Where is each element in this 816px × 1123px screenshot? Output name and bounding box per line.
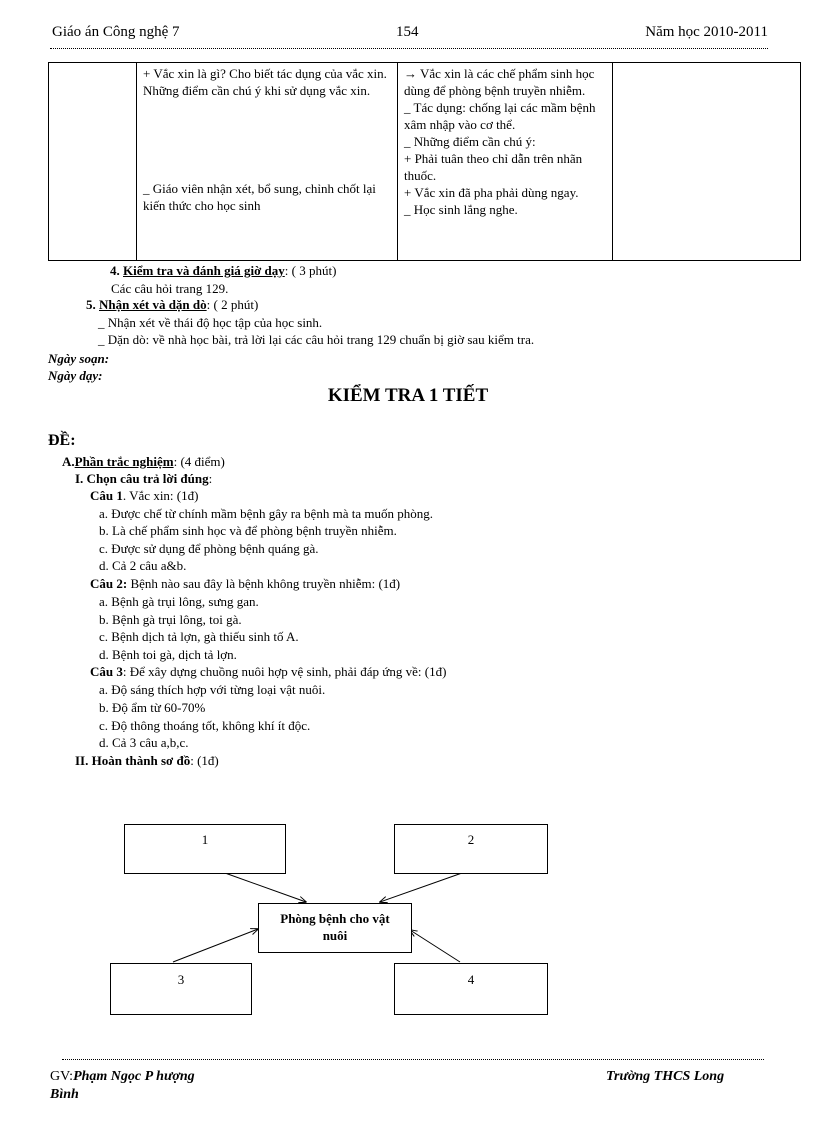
section4-line: Các câu hỏi trang 129. bbox=[111, 281, 229, 296]
section5-line: _ Dặn dò: về nhà học bài, trả lời lại các câu hỏi trang 129 chuẩn bị giờ sau kiểm tra. bbox=[98, 332, 535, 347]
partII-heading: II. Hoàn thành sơ đồ: (1đ) bbox=[75, 753, 219, 768]
teacher-name: GV:Phạm Ngọc P hượng bbox=[50, 1069, 195, 1084]
teacher-question: + Vắc xin là gì? Cho biết tác dụng của vắc xin. Những điểm cần chú ý khi sử dụng vắc xin. bbox=[143, 66, 387, 98]
diagram-box-2: 2 bbox=[394, 824, 548, 874]
option: b. Độ ẩm từ 60-70% bbox=[99, 700, 206, 715]
option: d. Bệnh toi gà, dịch tả lợn. bbox=[99, 647, 237, 662]
option: d. Cả 2 câu a&b. bbox=[99, 558, 187, 573]
option: a. Bệnh gà trụi lông, sưng gan. bbox=[99, 594, 259, 609]
option: a. Độ sáng thích hợp với từng loại vật nuôi. bbox=[99, 682, 326, 697]
arrow-4 bbox=[410, 930, 460, 962]
question-1: Câu 1. Vắc xin: (1đ) bbox=[90, 488, 199, 503]
header-right: Năm học 2010-2011 bbox=[645, 24, 768, 40]
arrow-3 bbox=[173, 929, 258, 962]
question-2: Câu 2: Bệnh nào sau đây là bệnh không truyền nhiễm: (1đ) bbox=[90, 576, 401, 591]
partA-heading: A.Phần trắc nghiệm: (4 điểm) bbox=[62, 454, 225, 469]
option: c. Độ thông thoáng tốt, không khí ít độc. bbox=[99, 718, 311, 733]
partI-heading: I. Chọn câu trả lời đúng: bbox=[75, 471, 213, 486]
question-3: Câu 3: Để xây dựng chuồng nuôi hợp vệ sinh, phải đáp ứng về: (1đ) bbox=[90, 664, 447, 679]
page-number: 154 bbox=[396, 24, 419, 40]
header-left: Giáo án Công nghệ 7 bbox=[52, 24, 180, 40]
option: b. Bệnh gà trụi lông, toi gà. bbox=[99, 612, 242, 627]
arrow-2 bbox=[380, 873, 462, 902]
teacher-conclusion: _ Giáo viên nhận xét, bổ sung, chỉnh chốt lại kiến thức cho học sinh bbox=[143, 181, 376, 213]
ngay-soan: Ngày soạn: bbox=[48, 351, 110, 366]
school-name: Trường THCS Long bbox=[606, 1069, 725, 1084]
section5-title: Nhận xét và dặn dò bbox=[99, 297, 207, 312]
section4-heading: 4. Kiểm tra và đánh giá giờ dạy: ( 3 phút) bbox=[110, 263, 337, 278]
student-line: _ Học sinh lắng nghe. bbox=[404, 202, 518, 217]
option: c. Bệnh dịch tả lợn, gà thiếu sinh tố A. bbox=[99, 629, 299, 644]
student-line: _ Những điểm cần chú ý: bbox=[404, 134, 536, 149]
section5-line: _ Nhận xét về thái độ học tập của học sinh. bbox=[98, 315, 323, 330]
option: d. Cả 3 câu a,b,c. bbox=[99, 735, 189, 750]
option: c. Được sử dụng để phòng bệnh quáng gà. bbox=[99, 541, 319, 556]
diagram-center: Phòng bệnh cho vật nuôi bbox=[258, 903, 412, 953]
section5-heading: 5. Nhận xét và dặn dò: ( 2 phút) bbox=[86, 297, 259, 312]
student-line: _ Tác dụng: chống lại các mầm bệnh xâm nhập vào cơ thể. bbox=[404, 100, 596, 132]
student-line: + Vắc xin đã pha phải dùng ngay. bbox=[404, 185, 579, 200]
de-label: ĐỀ: bbox=[48, 432, 76, 449]
student-line: + Phải tuân theo chỉ dẫn trên nhãn thuốc. bbox=[404, 151, 583, 183]
diagram-box-3: 3 bbox=[110, 963, 252, 1015]
section4-title: Kiểm tra và đánh giá giờ dạy bbox=[123, 263, 285, 278]
exam-title: KIỂM TRA 1 TIẾT bbox=[327, 385, 489, 406]
diagram-box-4: 4 bbox=[394, 963, 548, 1015]
arrow-1 bbox=[225, 873, 306, 902]
option: b. Là chế phẩm sinh học và để phòng bệnh truyền nhiễm. bbox=[99, 523, 397, 538]
footer-rule bbox=[62, 1059, 764, 1060]
teacher-name-line2: Bình bbox=[50, 1087, 79, 1102]
ngay-day: Ngày dạy: bbox=[48, 368, 103, 383]
diagram-box-1: 1 bbox=[124, 824, 286, 874]
partA-title: Phần trắc nghiệm bbox=[74, 454, 174, 469]
option: a. Được chế từ chính mầm bệnh gây ra bệnh mà ta muốn phòng. bbox=[99, 506, 433, 521]
student-line: → Vắc xin là các chế phẩm sinh học dùng để phòng bệnh truyền nhiễm. bbox=[404, 66, 595, 98]
